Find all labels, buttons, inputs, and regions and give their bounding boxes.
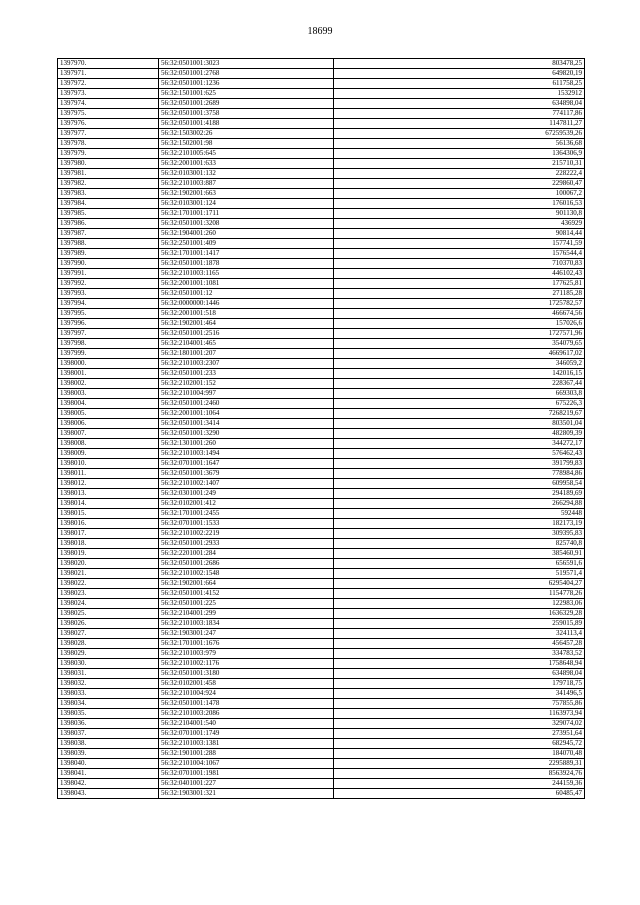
row-number: 1398005.: [58, 409, 159, 419]
row-number: 1398018.: [58, 539, 159, 549]
cadastral-value: 656591,6: [334, 559, 585, 569]
cadastral-number: 56:32:2101002:1176: [159, 659, 334, 669]
cadastral-number: 56:32:1902001:664: [159, 579, 334, 589]
cadastral-number: 56:32:2101003:1381: [159, 739, 334, 749]
cadastral-number: 56:32:2101003:887: [159, 179, 334, 189]
cadastral-number: 56:32:0501001:3290: [159, 429, 334, 439]
cadastral-number: 56:32:0501001:1478: [159, 699, 334, 709]
cadastral-number: 56:32:0000000:1446: [159, 299, 334, 309]
row-number: 1397982.: [58, 179, 159, 189]
table-row: [58, 459, 585, 469]
cadastral-value: 774117,86: [334, 109, 585, 119]
row-number: 1398004.: [58, 399, 159, 409]
cadastral-number: 56:32:0501001:4152: [159, 589, 334, 599]
cadastral-value: 634898,04: [334, 669, 585, 679]
cadastral-value: 778984,86: [334, 469, 585, 479]
row-number: 1398026.: [58, 619, 159, 629]
cadastral-number: 56:32:1801001:207: [159, 349, 334, 359]
cadastral-value: 576462,43: [334, 449, 585, 459]
cadastral-value: 519571,4: [334, 569, 585, 579]
table-row: [58, 319, 585, 329]
table-row: [58, 559, 585, 569]
cadastral-value-table: [57, 58, 585, 799]
row-number: 1398009.: [58, 449, 159, 459]
cadastral-value: 6295404,27: [334, 579, 585, 589]
cadastral-number: 56:32:2101004:997: [159, 389, 334, 399]
cadastral-value: 228222,4: [334, 169, 585, 179]
table-row: [58, 349, 585, 359]
cadastral-value: 634898,04: [334, 99, 585, 109]
cadastral-number: 56:32:0501001:225: [159, 599, 334, 609]
table-body: [58, 59, 585, 799]
table-row: [58, 759, 585, 769]
row-number: 1398043.: [58, 789, 159, 799]
table-row: [58, 699, 585, 709]
cadastral-value: 271185,28: [334, 289, 585, 299]
table-row: [58, 549, 585, 559]
row-number: 1398027.: [58, 629, 159, 639]
row-number: 1397972.: [58, 79, 159, 89]
cadastral-number: 56:32:1701001:1676: [159, 639, 334, 649]
cadastral-number: 56:32:2101003:1494: [159, 449, 334, 459]
table-row: [58, 509, 585, 519]
table-row: [58, 719, 585, 729]
row-number: 1397995.: [58, 309, 159, 319]
cadastral-number: 56:32:2101004:1067: [159, 759, 334, 769]
table-row: [58, 369, 585, 379]
cadastral-value: 346059,2: [334, 359, 585, 369]
table-row: [58, 429, 585, 439]
cadastral-number: 56:32:1904001:260: [159, 229, 334, 239]
table-row: [58, 139, 585, 149]
row-number: 1398039.: [58, 749, 159, 759]
cadastral-value: 177625,81: [334, 279, 585, 289]
table-row: [58, 469, 585, 479]
cadastral-number: 56:32:2201001:284: [159, 549, 334, 559]
row-number: 1398002.: [58, 379, 159, 389]
table-row: [58, 109, 585, 119]
table-row: [58, 609, 585, 619]
table-row: [58, 789, 585, 799]
cadastral-value: 266294,88: [334, 499, 585, 509]
cadastral-value: 8563924,76: [334, 769, 585, 779]
cadastral-value: 157741,59: [334, 239, 585, 249]
cadastral-number: 56:32:2501001:409: [159, 239, 334, 249]
cadastral-number: 56:32:0501001:4188: [159, 119, 334, 129]
cadastral-value: 1727571,96: [334, 329, 585, 339]
row-number: 1398036.: [58, 719, 159, 729]
cadastral-value: 1154778,26: [334, 589, 585, 599]
table-row: [58, 579, 585, 589]
table-row: [58, 529, 585, 539]
cadastral-value: 710370,83: [334, 259, 585, 269]
row-number: 1397988.: [58, 239, 159, 249]
cadastral-value: 391799,83: [334, 459, 585, 469]
row-number: 1397984.: [58, 199, 159, 209]
table-row: [58, 779, 585, 789]
cadastral-value: 1364306,9: [334, 149, 585, 159]
cadastral-number: 56:32:1301001:260: [159, 439, 334, 449]
row-number: 1397985.: [58, 209, 159, 219]
cadastral-number: 56:32:0501001:1236: [159, 79, 334, 89]
table-row: [58, 309, 585, 319]
table-row: [58, 69, 585, 79]
row-number: 1397998.: [58, 339, 159, 349]
cadastral-number: 56:32:0501001:3180: [159, 669, 334, 679]
cadastral-value: 244159,36: [334, 779, 585, 789]
cadastral-value: 825740,8: [334, 539, 585, 549]
row-number: 1398020.: [58, 559, 159, 569]
cadastral-number: 56:32:2101005:645: [159, 149, 334, 159]
row-number: 1398030.: [58, 659, 159, 669]
table-row: [58, 599, 585, 609]
cadastral-number: 56:32:2101002:2219: [159, 529, 334, 539]
cadastral-number: 56:32:0501001:233: [159, 369, 334, 379]
table-row: [58, 449, 585, 459]
table-row: [58, 629, 585, 639]
cadastral-number: 56:32:1501001:625: [159, 89, 334, 99]
cadastral-number: 56:32:0501001:3758: [159, 109, 334, 119]
cadastral-value: 122983,06: [334, 599, 585, 609]
cadastral-value: 592448: [334, 509, 585, 519]
cadastral-number: 56:32:0501001:12: [159, 289, 334, 299]
table-row: [58, 619, 585, 629]
cadastral-value: 67259539,26: [334, 129, 585, 139]
cadastral-number: 56:32:2001001:518: [159, 309, 334, 319]
table-row: [58, 589, 585, 599]
cadastral-value: 803478,25: [334, 59, 585, 69]
row-number: 1397990.: [58, 259, 159, 269]
table-row: [58, 199, 585, 209]
row-number: 1398013.: [58, 489, 159, 499]
table-row: [58, 749, 585, 759]
table-row: [58, 399, 585, 409]
row-number: 1397981.: [58, 169, 159, 179]
cadastral-value: 294189,69: [334, 489, 585, 499]
cadastral-value: 4669617,02: [334, 349, 585, 359]
cadastral-value: 324113,4: [334, 629, 585, 639]
row-number: 1398006.: [58, 419, 159, 429]
table-row: [58, 239, 585, 249]
row-number: 1398041.: [58, 769, 159, 779]
cadastral-value: 611758,25: [334, 79, 585, 89]
table-row: [58, 279, 585, 289]
cadastral-number: 56:32:2104001:540: [159, 719, 334, 729]
table-row: [58, 769, 585, 779]
cadastral-value: 669303,8: [334, 389, 585, 399]
row-number: 1397993.: [58, 289, 159, 299]
table-row: [58, 189, 585, 199]
cadastral-number: 56:32:0501001:1878: [159, 259, 334, 269]
cadastral-value: 142016,15: [334, 369, 585, 379]
cadastral-value: 456457,28: [334, 639, 585, 649]
cadastral-value: 609958,54: [334, 479, 585, 489]
cadastral-number: 56:32:1902001:464: [159, 319, 334, 329]
row-number: 1397973.: [58, 89, 159, 99]
cadastral-value: 215710,31: [334, 159, 585, 169]
cadastral-value: 466674,56: [334, 309, 585, 319]
table-row: [58, 259, 585, 269]
cadastral-number: 56:32:1903001:321: [159, 789, 334, 799]
row-number: 1397983.: [58, 189, 159, 199]
row-number: 1398003.: [58, 389, 159, 399]
row-number: 1398017.: [58, 529, 159, 539]
cadastral-value: 182173,19: [334, 519, 585, 529]
row-number: 1397999.: [58, 349, 159, 359]
cadastral-value: 100067,2: [334, 189, 585, 199]
row-number: 1397971.: [58, 69, 159, 79]
table-row: [58, 219, 585, 229]
row-number: 1397979.: [58, 149, 159, 159]
cadastral-value: 60485,47: [334, 789, 585, 799]
cadastral-number: 56:32:2101003:1165: [159, 269, 334, 279]
cadastral-number: 56:32:1902001:663: [159, 189, 334, 199]
table-row: [58, 649, 585, 659]
row-number: 1398014.: [58, 499, 159, 509]
table-row: [58, 569, 585, 579]
table-row: [58, 289, 585, 299]
cadastral-number: 56:32:2101003:979: [159, 649, 334, 659]
cadastral-value: 385460,91: [334, 549, 585, 559]
row-number: 1398012.: [58, 479, 159, 489]
row-number: 1397970.: [58, 59, 159, 69]
table-row: [58, 329, 585, 339]
table-row: [58, 119, 585, 129]
cadastral-number: 56:32:0501001:3414: [159, 419, 334, 429]
cadastral-value: 1532912: [334, 89, 585, 99]
row-number: 1398023.: [58, 589, 159, 599]
cadastral-number: 56:32:0103001:132: [159, 169, 334, 179]
cadastral-value: 1147811,27: [334, 119, 585, 129]
cadastral-value: 803501,04: [334, 419, 585, 429]
cadastral-number: 56:32:1701001:2455: [159, 509, 334, 519]
cadastral-value: 179718,75: [334, 679, 585, 689]
cadastral-number: 56:32:2104001:465: [159, 339, 334, 349]
cadastral-value: 56136,68: [334, 139, 585, 149]
cadastral-value: 229860,47: [334, 179, 585, 189]
row-number: 1398001.: [58, 369, 159, 379]
row-number: 1398031.: [58, 669, 159, 679]
table-row: [58, 59, 585, 69]
cadastral-value: 90814,44: [334, 229, 585, 239]
cadastral-number: 56:32:0701001:1981: [159, 769, 334, 779]
cadastral-number: 56:32:1502001:98: [159, 139, 334, 149]
row-number: 1398022.: [58, 579, 159, 589]
table-row: [58, 709, 585, 719]
row-number: 1397976.: [58, 119, 159, 129]
row-number: 1398010.: [58, 459, 159, 469]
cadastral-number: 56:32:0501001:2686: [159, 559, 334, 569]
cadastral-value: 341496,5: [334, 689, 585, 699]
cadastral-number: 56:32:0701001:1533: [159, 519, 334, 529]
cadastral-value: 1576544,4: [334, 249, 585, 259]
cadastral-value: 682945,72: [334, 739, 585, 749]
table-row: [58, 479, 585, 489]
cadastral-number: 56:32:0103001:124: [159, 199, 334, 209]
row-number: 1398034.: [58, 699, 159, 709]
cadastral-number: 56:32:0501001:3023: [159, 59, 334, 69]
row-number: 1398033.: [58, 689, 159, 699]
cadastral-number: 56:32:2101002:1548: [159, 569, 334, 579]
row-number: 1398021.: [58, 569, 159, 579]
row-number: 1397989.: [58, 249, 159, 259]
table-row: [58, 209, 585, 219]
table-row: [58, 299, 585, 309]
row-number: 1398042.: [58, 779, 159, 789]
table-row: [58, 669, 585, 679]
cadastral-value: 344272,17: [334, 439, 585, 449]
table-row: [58, 249, 585, 259]
table-row: [58, 499, 585, 509]
cadastral-value: 228367,44: [334, 379, 585, 389]
cadastral-value: 184070,48: [334, 749, 585, 759]
cadastral-value: 7268219,67: [334, 409, 585, 419]
row-number: 1398008.: [58, 439, 159, 449]
row-number: 1397992.: [58, 279, 159, 289]
cadastral-value: 259015,89: [334, 619, 585, 629]
table-row: [58, 359, 585, 369]
cadastral-number: 56:32:2001001:1081: [159, 279, 334, 289]
table-row: [58, 379, 585, 389]
cadastral-number: 56:32:0501001:3679: [159, 469, 334, 479]
cadastral-value: 675226,3: [334, 399, 585, 409]
row-number: 1398032.: [58, 679, 159, 689]
row-number: 1398038.: [58, 739, 159, 749]
cadastral-value: 1636329,28: [334, 609, 585, 619]
cadastral-number: 56:32:0701001:1647: [159, 459, 334, 469]
cadastral-number: 56:32:0501001:2768: [159, 69, 334, 79]
row-number: 1398019.: [58, 549, 159, 559]
row-number: 1397987.: [58, 229, 159, 239]
cadastral-value: 176016,53: [334, 199, 585, 209]
cadastral-number: 56:32:1503002:26: [159, 129, 334, 139]
table-row: [58, 159, 585, 169]
cadastral-value: 273951,64: [334, 729, 585, 739]
row-number: 1397975.: [58, 109, 159, 119]
cadastral-value: 482809,39: [334, 429, 585, 439]
cadastral-number: 56:32:0501001:2516: [159, 329, 334, 339]
cadastral-value: 436929: [334, 219, 585, 229]
table-row: [58, 129, 585, 139]
table-row: [58, 409, 585, 419]
cadastral-number: 56:32:2101003:1834: [159, 619, 334, 629]
cadastral-number: 56:32:2101003:2086: [159, 709, 334, 719]
row-number: 1398029.: [58, 649, 159, 659]
row-number: 1397977.: [58, 129, 159, 139]
cadastral-value: 2295889,31: [334, 759, 585, 769]
row-number: 1398028.: [58, 639, 159, 649]
cadastral-number: 56:32:0701001:1749: [159, 729, 334, 739]
row-number: 1398007.: [58, 429, 159, 439]
table-row: [58, 269, 585, 279]
cadastral-number: 56:32:2102001:152: [159, 379, 334, 389]
cadastral-value: 649820,19: [334, 69, 585, 79]
cadastral-value: 757855,86: [334, 699, 585, 709]
row-number: 1398024.: [58, 599, 159, 609]
table-row: [58, 689, 585, 699]
cadastral-value: 309395,83: [334, 529, 585, 539]
row-number: 1397991.: [58, 269, 159, 279]
cadastral-number: 56:32:0501001:2689: [159, 99, 334, 109]
table-row: [58, 89, 585, 99]
cadastral-value: 1758648,94: [334, 659, 585, 669]
row-number: 1397997.: [58, 329, 159, 339]
cadastral-number: 56:32:1903001:247: [159, 629, 334, 639]
table-row: [58, 729, 585, 739]
table-row: [58, 679, 585, 689]
table-row: [58, 519, 585, 529]
table-row: [58, 439, 585, 449]
row-number: 1397974.: [58, 99, 159, 109]
cadastral-value: 446102,43: [334, 269, 585, 279]
table-row: [58, 169, 585, 179]
table-row: [58, 419, 585, 429]
cadastral-number: 56:32:1701001:1417: [159, 249, 334, 259]
cadastral-number: 56:32:0501001:2460: [159, 399, 334, 409]
table-row: [58, 739, 585, 749]
cadastral-value: 1725782,57: [334, 299, 585, 309]
cadastral-number: 56:32:2001001:1064: [159, 409, 334, 419]
row-number: 1398035.: [58, 709, 159, 719]
row-number: 1398037.: [58, 729, 159, 739]
table-row: [58, 149, 585, 159]
row-number: 1397986.: [58, 219, 159, 229]
table-row: [58, 639, 585, 649]
table-row: [58, 179, 585, 189]
cadastral-number: 56:32:1901001:288: [159, 749, 334, 759]
cadastral-number: 56:32:2101003:2307: [159, 359, 334, 369]
row-number: 1398015.: [58, 509, 159, 519]
cadastral-number: 56:32:0301001:249: [159, 489, 334, 499]
row-number: 1397996.: [58, 319, 159, 329]
cadastral-number: 56:32:0501001:2933: [159, 539, 334, 549]
cadastral-number: 56:32:0401001:227: [159, 779, 334, 789]
row-number: 1398000.: [58, 359, 159, 369]
cadastral-number: 56:32:2101004:924: [159, 689, 334, 699]
cadastral-number: 56:32:0102001:412: [159, 499, 334, 509]
page-number: 18699: [307, 26, 333, 37]
cadastral-value: 157026,6: [334, 319, 585, 329]
row-number: 1397994.: [58, 299, 159, 309]
cadastral-value: 329074,02: [334, 719, 585, 729]
table-row: [58, 229, 585, 239]
cadastral-number: 56:32:2104001:299: [159, 609, 334, 619]
row-number: 1397978.: [58, 139, 159, 149]
row-number: 1398011.: [58, 469, 159, 479]
table-row: [58, 79, 585, 89]
cadastral-number: 56:32:1701001:1711: [159, 209, 334, 219]
row-number: 1398025.: [58, 609, 159, 619]
row-number: 1397980.: [58, 159, 159, 169]
cadastral-number: 56:32:0102001:458: [159, 679, 334, 689]
table-row: [58, 489, 585, 499]
table-row: [58, 99, 585, 109]
table-row: [58, 659, 585, 669]
cadastral-number: 56:32:2101002:1407: [159, 479, 334, 489]
cadastral-number: 56:32:2001001:633: [159, 159, 334, 169]
cadastral-value: 354079,65: [334, 339, 585, 349]
row-number: 1398040.: [58, 759, 159, 769]
cadastral-value: 334783,52: [334, 649, 585, 659]
cadastral-value: 901130,8: [334, 209, 585, 219]
table-row: [58, 539, 585, 549]
row-number: 1398016.: [58, 519, 159, 529]
cadastral-value: 1163973,94: [334, 709, 585, 719]
table-row: [58, 389, 585, 399]
cadastral-number: 56:32:0501001:3208: [159, 219, 334, 229]
table-row: [58, 339, 585, 349]
